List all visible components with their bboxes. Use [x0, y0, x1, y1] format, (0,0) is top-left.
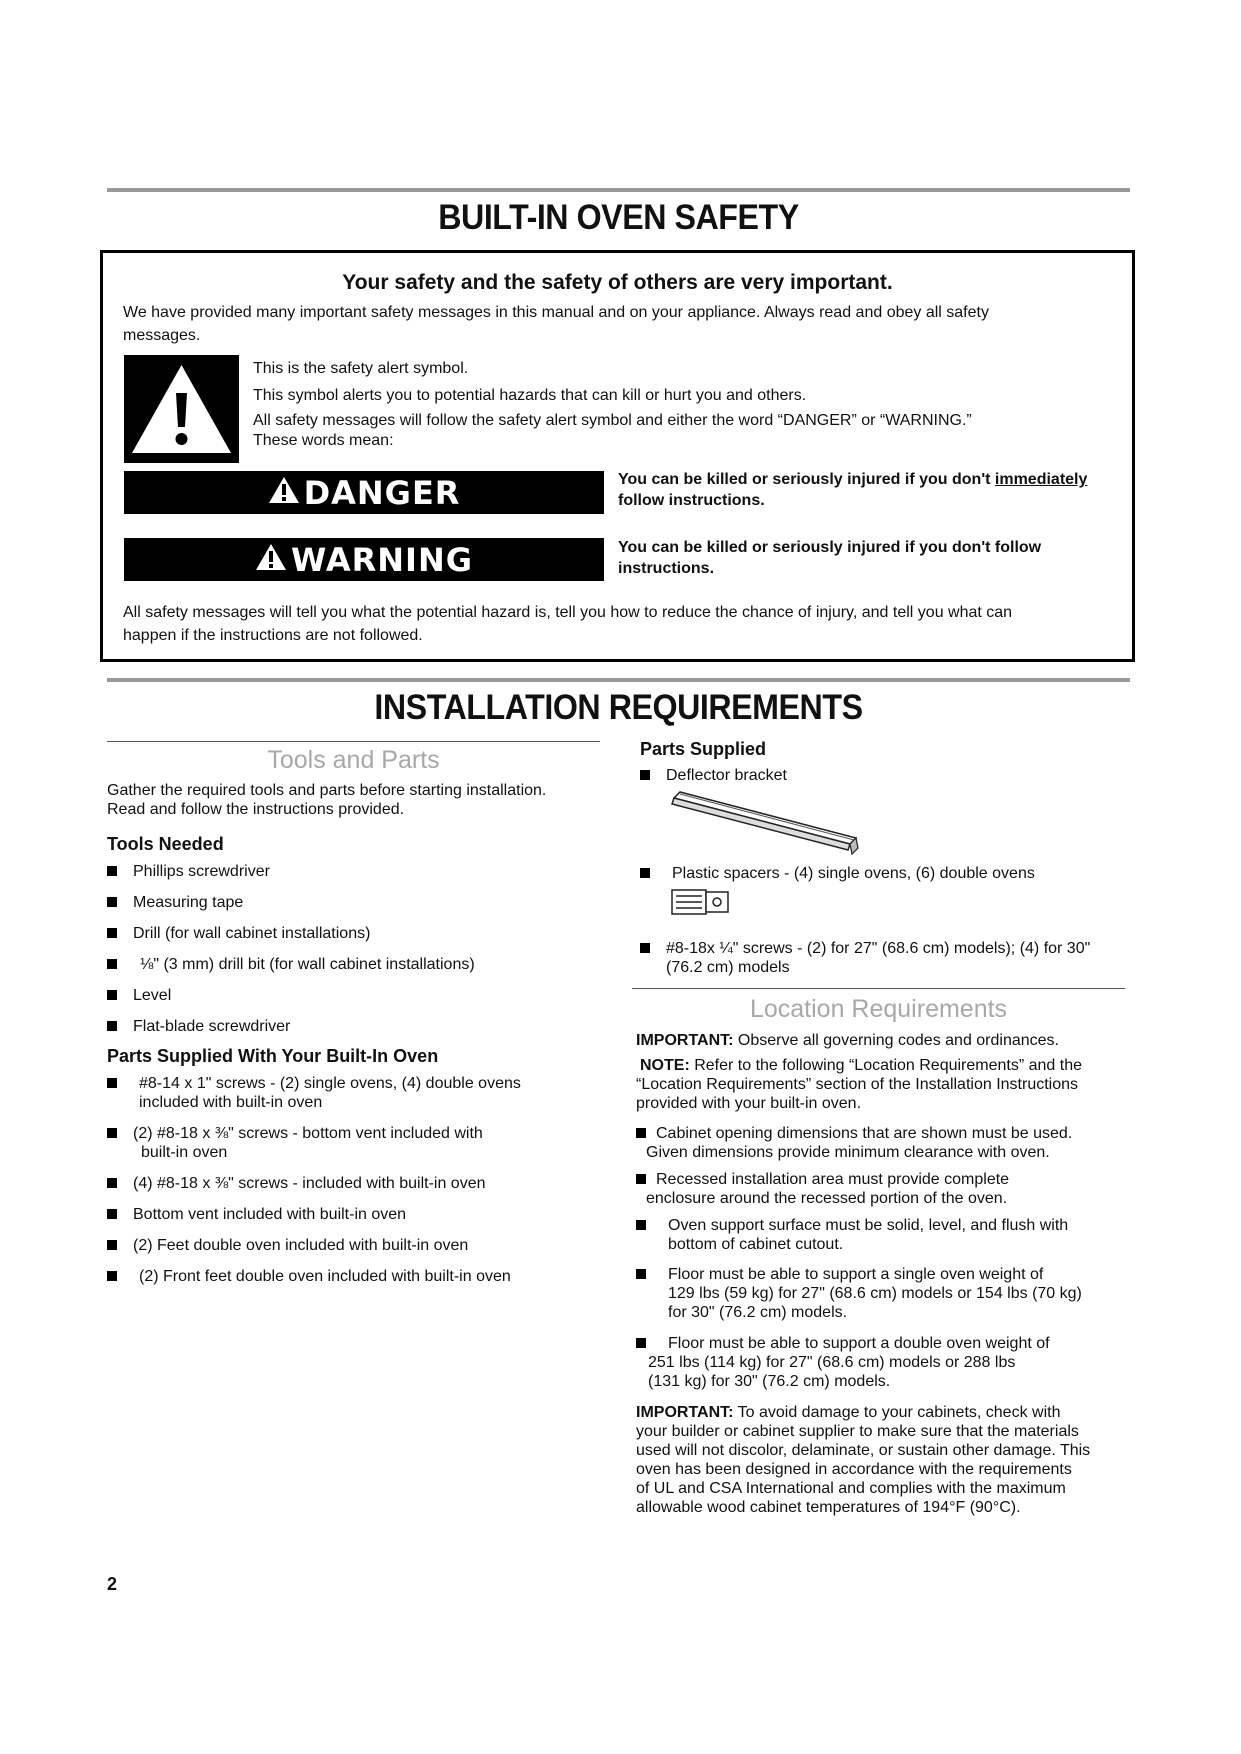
symbol-explanation — [253, 357, 1113, 451]
important-cabinets — [636, 1403, 1146, 1517]
req-line: Floor must be able to support a double oven weight of — [668, 1335, 1050, 1352]
square-bullet-icon — [107, 866, 117, 876]
symbol-line: These words mean: — [253, 432, 394, 449]
symbol-line: This symbol alerts you to potential hazards that can kill or hurt you and others. — [253, 387, 807, 404]
square-bullet-icon — [107, 990, 117, 1000]
safety-alert-symbol-icon — [124, 355, 239, 463]
tool-text: Level — [133, 987, 172, 1004]
square-bullet-icon — [636, 1174, 646, 1184]
location-heading: Location Requirements — [749, 995, 1008, 1023]
square-bullet-icon — [107, 1078, 117, 1088]
top-rule — [107, 188, 1130, 192]
safety-intro — [123, 301, 1113, 347]
danger-msg-text: follow instructions. — [618, 492, 765, 509]
tools-parts-rule — [107, 741, 600, 742]
tool-text: ⅛" (3 mm) drill bit (for wall cabinet installations) — [140, 956, 475, 973]
tool-text: Flat-blade screwdriver — [133, 1018, 291, 1035]
tool-text: Measuring tape — [133, 894, 244, 911]
important-text: To avoid damage to your cabinets, check with — [733, 1404, 1061, 1421]
square-bullet-icon — [640, 943, 650, 953]
safety-footer-line: All safety messages will tell you what the potential hazard is, tell you how to reduce the chance of injury, and tell you what can — [123, 604, 1013, 621]
important-text: allowable wood cabinet temperatures of 194°F (90°C). — [636, 1499, 1021, 1516]
danger-msg-text: You can be killed or seriously injured if you don't — [618, 471, 995, 488]
req-line: Cabinet opening dimensions that are shown must be used. — [656, 1125, 1073, 1142]
important-text: used will not discolor, delaminate, or sustain other damage. This — [636, 1442, 1091, 1459]
symbol-line: This is the safety alert symbol. — [253, 360, 469, 377]
square-bullet-icon — [107, 1178, 117, 1188]
alert-triangle-icon — [255, 541, 287, 579]
requirement-text — [668, 1265, 1136, 1322]
safety-box-title: Your safety and the safety of others are very important. — [342, 271, 893, 294]
plastic-spacer-icon — [670, 886, 732, 923]
tools-parts-intro — [107, 781, 607, 819]
square-bullet-icon — [636, 1128, 646, 1138]
important-text: oven has been designed in accordance with the requirements — [636, 1461, 1072, 1478]
square-bullet-icon — [640, 770, 650, 780]
req-line: for 30" (76.2 cm) models. — [668, 1304, 848, 1321]
square-bullet-icon — [640, 868, 650, 878]
square-bullet-icon — [107, 1209, 117, 1219]
part-text: (2) Feet double oven included with built-in oven — [133, 1237, 469, 1254]
req-line: Given dimensions provide minimum clearance with oven. — [646, 1144, 1050, 1161]
requirement-text — [646, 1124, 1136, 1162]
square-bullet-icon — [107, 1240, 117, 1250]
part-text — [139, 1074, 607, 1112]
requirement-text — [668, 1216, 1136, 1254]
part-text — [133, 1124, 607, 1162]
part-text — [666, 939, 1140, 977]
part-line: built-in oven — [141, 1144, 228, 1161]
req-line: (131 kg) for 30" (76.2 cm) models. — [648, 1373, 891, 1390]
square-bullet-icon — [107, 959, 117, 969]
alert-triangle-icon — [268, 474, 300, 512]
part-line: (76.2 cm) models — [666, 959, 790, 976]
page-number: 2 — [107, 1574, 118, 1594]
parts-supplied-heading: Parts Supplied — [640, 739, 767, 759]
tool-text: Drill (for wall cabinet installations) — [133, 925, 371, 942]
tools-needed-list — [107, 862, 607, 1042]
install-rule — [107, 678, 1130, 682]
req-line: Floor must be able to support a single oven weight of — [668, 1266, 1044, 1283]
square-bullet-icon — [107, 928, 117, 938]
intro-line: Read and follow the instructions provided. — [107, 801, 405, 818]
important-text: of UL and CSA International and complies with the maximum — [636, 1480, 1066, 1497]
part-line: #8-18x ¼" screws - (2) for 27" (68.6 cm) models); (4) for 30" — [666, 940, 1091, 957]
warning-msg-text: You can be killed or seriously injured if you don't follow — [618, 539, 1042, 556]
note-text: Refer to the following “Location Requirements” and the — [689, 1057, 1082, 1074]
tools-parts-heading: Tools and Parts — [267, 746, 440, 774]
req-line: 129 lbs (59 kg) for 27" (68.6 cm) models or 154 lbs (70 kg) — [668, 1285, 1082, 1302]
parts-supplied-oven-list — [107, 1074, 607, 1294]
tools-needed-heading: Tools Needed — [107, 834, 224, 854]
warning-signal-banner — [124, 538, 604, 581]
important-label: IMPORTANT: — [636, 1404, 734, 1421]
req-line: Oven support surface must be solid, level, and flush with — [668, 1217, 1069, 1234]
req-line: 251 lbs (114 kg) for 27" (68.6 cm) models or 288 lbs — [648, 1354, 1016, 1371]
safety-title: BUILT-IN OVEN SAFETY — [438, 198, 799, 237]
danger-label: DANGER — [303, 473, 461, 512]
part-text: Plastic spacers - (4) single ovens, (6) double ovens — [672, 865, 1035, 882]
location-rule — [632, 988, 1125, 989]
note-text: provided with your built-in oven. — [636, 1095, 862, 1112]
square-bullet-icon — [636, 1269, 646, 1279]
part-text: (4) #8-18 x ⅜" screws - included with built-in oven — [133, 1175, 486, 1192]
square-bullet-icon — [636, 1220, 646, 1230]
important-label: IMPORTANT: — [636, 1032, 734, 1049]
important-text: your builder or cabinet supplier to make sure that the materials — [636, 1423, 1079, 1440]
square-bullet-icon — [107, 1021, 117, 1031]
square-bullet-icon — [107, 1128, 117, 1138]
parts-supplied-oven-heading: Parts Supplied With Your Built-In Oven — [107, 1046, 439, 1066]
part-text: Bottom vent included with built-in oven — [133, 1206, 407, 1223]
part-line: #8-14 x 1" screws - (2) single ovens, (4) double ovens — [139, 1075, 521, 1092]
warning-msg-text: instructions. — [618, 560, 715, 577]
part-line: (2) #8-18 x ⅜" screws - bottom vent included with — [133, 1125, 483, 1142]
intro-line: Gather the required tools and parts before starting installation. — [107, 782, 547, 799]
tool-text: Phillips screwdriver — [133, 863, 270, 880]
deflector-bracket-icon — [668, 790, 860, 861]
danger-msg-emphasis: immediately — [994, 471, 1088, 488]
safety-footer — [123, 601, 1123, 647]
part-text: (2) Front feet double oven included with built-in oven — [139, 1268, 511, 1285]
location-note — [636, 1056, 1136, 1113]
part-line: included with built-in oven — [139, 1094, 323, 1111]
danger-message — [618, 469, 1123, 511]
safety-intro-line: messages. — [123, 327, 201, 344]
safety-box — [100, 250, 1135, 662]
warning-label: WARNING — [291, 540, 473, 579]
req-line: Recessed installation area must provide complete — [656, 1171, 1010, 1188]
req-line: bottom of cabinet cutout. — [668, 1236, 844, 1253]
symbol-line: All safety messages will follow the safety alert symbol and either the word “DANGER” or “WARNING.” — [253, 412, 972, 429]
note-label: NOTE: — [640, 1057, 690, 1074]
square-bullet-icon — [636, 1338, 646, 1348]
note-text: “Location Requirements” section of the Installation Instructions — [636, 1076, 1079, 1093]
requirement-text — [646, 1170, 1136, 1208]
important-codes — [636, 1031, 1136, 1050]
requirement-text — [648, 1334, 1136, 1391]
square-bullet-icon — [107, 1271, 117, 1281]
part-text: Deflector bracket — [666, 767, 787, 784]
warning-message — [618, 537, 1123, 579]
danger-signal-banner — [124, 471, 604, 514]
install-title: INSTALLATION REQUIREMENTS — [374, 688, 863, 727]
important-text: Observe all governing codes and ordinances. — [733, 1032, 1059, 1049]
location-requirements-list — [636, 1124, 1136, 1394]
safety-footer-line: happen if the instructions are not followed. — [123, 627, 423, 644]
req-line: enclosure around the recessed portion of the oven. — [646, 1190, 1008, 1207]
safety-intro-line: We have provided many important safety messages in this manual and on your appliance. Always read and obey all safety — [123, 304, 989, 321]
square-bullet-icon — [107, 897, 117, 907]
